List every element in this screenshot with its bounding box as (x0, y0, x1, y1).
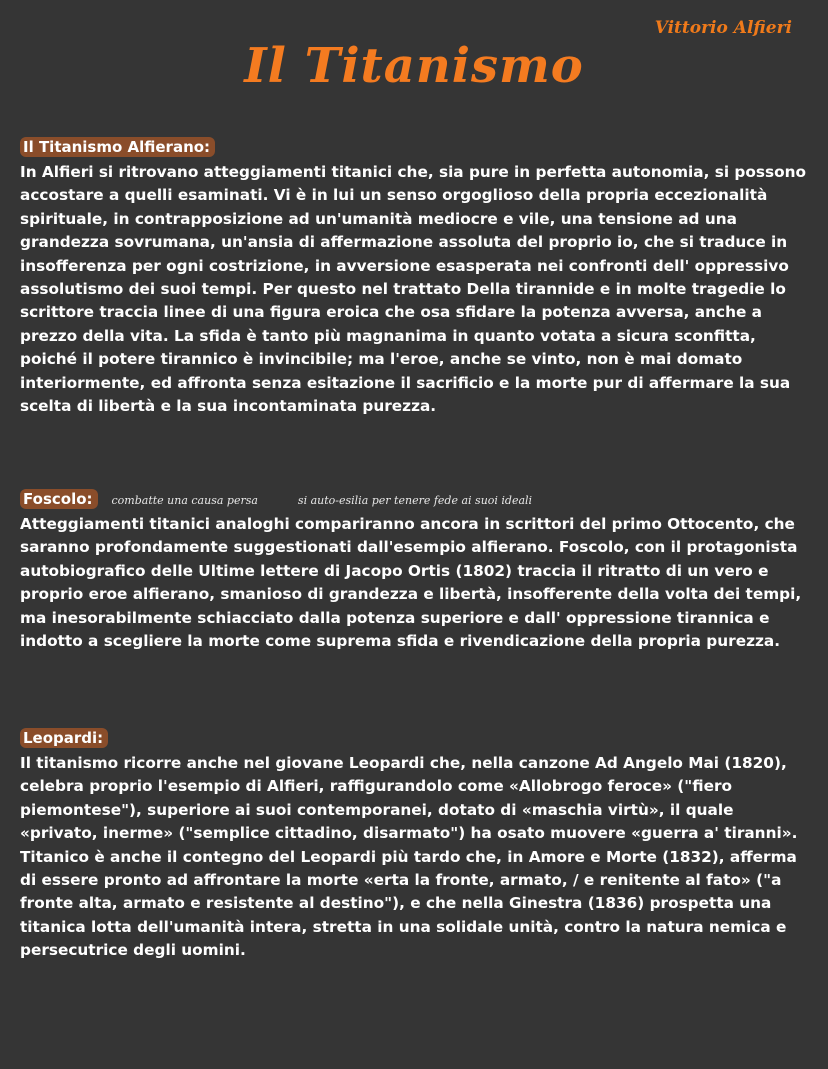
section-heading-row (20, 489, 810, 513)
section-foscolo (20, 489, 810, 653)
section-paragraph-leopardi: Il titanismo ricorre anche nel giovane Leopardi che, nella canzone Ad Angelo Mai (1820), celebra proprio l'esempio di Alfieri, raffigurandolo come «Allobrogo feroce» ("fiero piemontese"), superiore ai suoi contemporanei, dotato di «maschia virtù», il quale «privato, inerme» ("semplice cittadino, disarmato") ha osato muovere «guerra a' tiranni». Titanico è anche il contegno del Leopardi più tardo che, in Amore e Morte (1832), afferma di essere pronto ad affrontare la morte «erta la fronte, armato, / e renitente al fato» ("a fronte alta, armato e resistente al destino"), e che nella Ginestra (1836) prospetta una titanica lotta dell'umanità intera, stretta in una solidale unità, contro la natura nemica e persecutrice degli uomini. (20, 754, 798, 960)
author-name: Vittorio Alfieri (654, 18, 792, 38)
section-heading-alfieri: Il Titanismo Alfierano: (20, 137, 215, 157)
handwritten-note: si auto-esilia per tenere fede ai suoi ideali (297, 494, 533, 507)
section-paragraph-foscolo: Atteggiamenti titanici analoghi compariranno ancora in scrittori del primo Ottocento, che saranno profondamente suggestionati dall'esempio alfierano. Foscolo, con il protagonista autobiografico delle Ultime lettere di Jacopo Ortis (1802) traccia il ritratto di un vero e proprio eroe alfierano, smanioso di grandezza e libertà, insofferente della volta dei tempi, ma inesorabilmente schiacciato dalla potenza superiore e dall' oppressione tirannica e indotto a scegliere la morte come suprema sfida e rivendicazione della propria purezza. (20, 515, 802, 651)
section-leopardi (20, 728, 810, 963)
section-heading-row (20, 728, 810, 752)
section-heading-leopardi: Leopardi: (20, 728, 108, 748)
page-title: Il Titanismo (244, 38, 584, 94)
section-heading-foscolo: Foscolo: (20, 489, 98, 509)
section-alfieri (20, 137, 810, 418)
section-paragraph-alfieri: In Alfieri si ritrovano atteggiamenti titanici che, sia pure in perfetta autonomia, si possono accostare a quelli esaminati. Vi è in lui un senso orgoglioso della propria eccezionalità spirituale, in contrapposizione ad un'umanità mediocre e vile, una tensione ad una grandezza sovrumana, un'ansia di affermazione assoluta del proprio io, che si traduce in insofferenza per ogni costrizione, in avversione esasperata nei confronti dell' oppressivo assolutismo dei suoi tempi. Per questo nel trattato Della tirannide e in molte tragedie lo scrittore traccia linee di una figura eroica che osa sfidare la potenza avversa, anche a prezzo della vita. La sfida è tanto più magnanima in quanto votata a sicura sconfitta, poiché il potere tirannico è invincibile; ma l'eroe, anche se vinto, non è mai domato interiormente, ed affronta senza esitazione il sacrificio e la morte pur di affermare la sua scelta di libertà e la sua incontaminata purezza. (20, 163, 806, 416)
handwritten-note: combatte una causa persa (111, 494, 258, 507)
section-heading-row (20, 137, 810, 161)
